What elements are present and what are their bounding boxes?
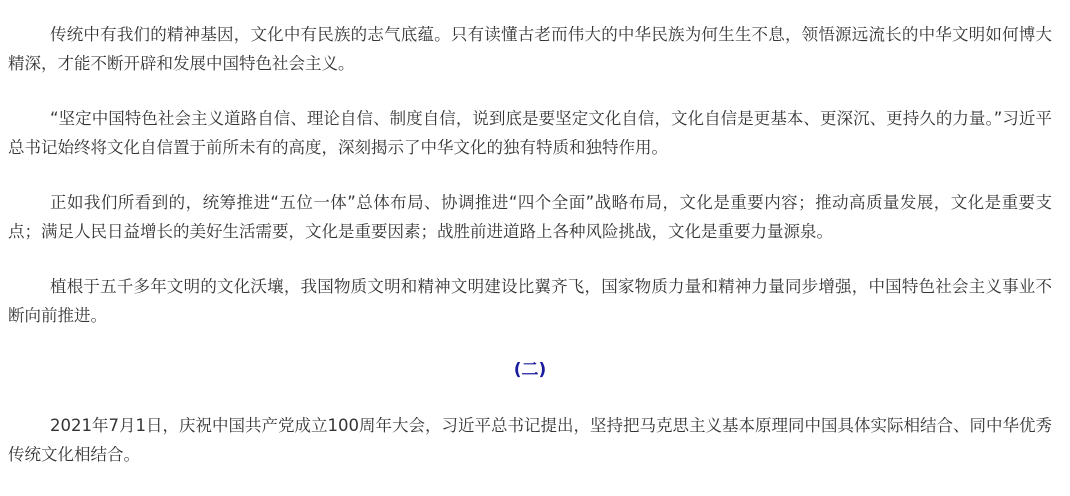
paragraph-5: 2021年7月1日，庆祝中国共产党成立100周年大会，习近平总书记提出，坚持把马克思主义基本原理同中国具体实际相结合、同中华优秀传统文化相结合。 — [8, 416, 1052, 464]
section-heading: (二) — [513, 360, 547, 380]
paragraph-2: “坚定中国特色社会主义道路自信、理论自信、制度自信，说到底是要坚定文化自信，文化自信是更基本、更深沉、更持久的力量。”习近平总书记始终将文化自信置于前所未有的高度，深刻揭示了中华文化的独有特质和独特作用。 — [8, 109, 1052, 157]
paragraph-3: 正如我们所看到的，统筹推进“五位一体”总体布局、协调推进“四个全面”战略布局，文化是重要内容；推动高质量发展，文化是重要支点；满足人民日益增长的美好生活需要，文化是重要因素；战胜前进道路上各种风险挑战，文化是重要力量源泉。 — [8, 193, 1052, 241]
paragraph-1: 传统中有我们的精神基因，文化中有民族的志气底蕴。只有读懂古老而伟大的中华民族为何生生不息，领悟源远流长的中华文明如何博大精深，才能不断开辟和发展中国特色社会主义。 — [8, 25, 1052, 73]
paragraph-4: 植根于五千多年文明的文化沃壤，我国物质文明和精神文明建设比翼齐飞，国家物质力量和精神力量同步增强，中国特色社会主义事业不断向前推进。 — [8, 277, 1052, 325]
